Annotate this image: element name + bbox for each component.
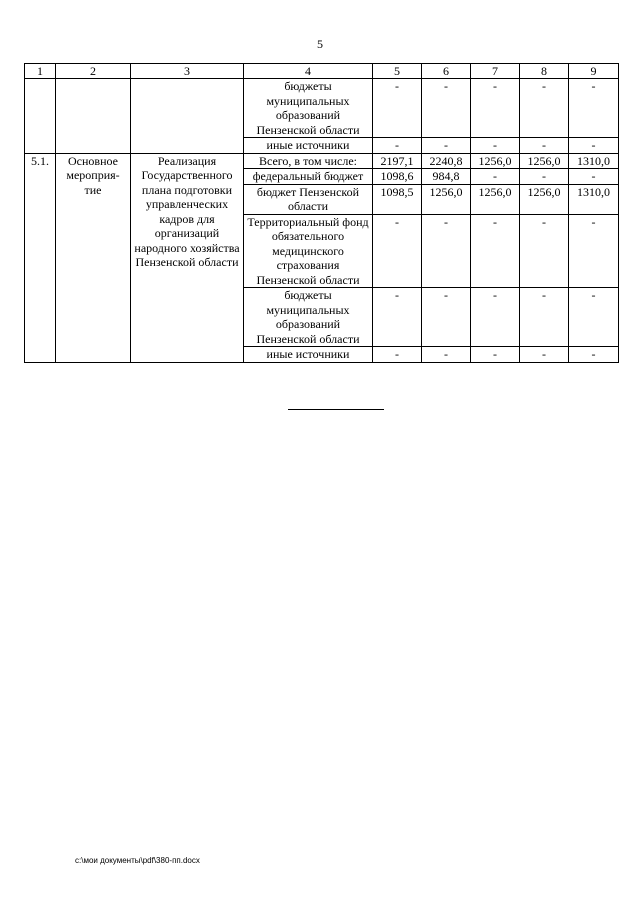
column-header: 4	[244, 64, 373, 79]
value-cell: -	[569, 138, 619, 154]
table-row	[25, 79, 619, 138]
value-cell: -	[520, 288, 569, 347]
value-cell: 1256,0	[520, 153, 569, 169]
funding-source: бюджеты муниципальных образований Пензенской области	[244, 79, 373, 138]
value-cell: -	[422, 138, 471, 154]
funding-source: федеральный бюджет	[244, 169, 373, 185]
value-cell: -	[520, 79, 569, 138]
value-cell: 1256,0	[422, 184, 471, 214]
value-cell: -	[569, 288, 619, 347]
value-cell: -	[569, 214, 619, 288]
value-cell: -	[520, 214, 569, 288]
footer-file-path: c:\мои документы\pdf\380-пп.docx	[75, 856, 200, 865]
value-cell: -	[471, 79, 520, 138]
value-cell: 1310,0	[569, 153, 619, 169]
item-description: Реализация Государственного плана подготовки управленческих кадров для организаций народного хозяйства Пензенской области	[131, 153, 244, 362]
value-cell: -	[471, 288, 520, 347]
item-number: 5.1.	[25, 153, 56, 362]
funding-source: иные источники	[244, 347, 373, 363]
value-cell: -	[471, 138, 520, 154]
value-cell: -	[569, 79, 619, 138]
value-cell: 1310,0	[569, 184, 619, 214]
column-header: 5	[373, 64, 422, 79]
value-cell: -	[471, 347, 520, 363]
value-cell: 1256,0	[520, 184, 569, 214]
value-cell: -	[422, 347, 471, 363]
funding-source: бюджет Пензенской области	[244, 184, 373, 214]
value-cell: 2197,1	[373, 153, 422, 169]
column-header: 8	[520, 64, 569, 79]
value-cell: -	[373, 288, 422, 347]
value-cell: 1098,5	[373, 184, 422, 214]
column-header: 6	[422, 64, 471, 79]
value-cell: -	[373, 214, 422, 288]
value-cell: -	[373, 79, 422, 138]
value-cell: 984,8	[422, 169, 471, 185]
empty-cell	[131, 79, 244, 154]
value-cell: -	[520, 169, 569, 185]
value-cell: 2240,8	[422, 153, 471, 169]
funding-source: Всего, в том числе:	[244, 153, 373, 169]
value-cell: -	[422, 214, 471, 288]
column-header: 1	[25, 64, 56, 79]
value-cell: -	[422, 79, 471, 138]
column-header: 3	[131, 64, 244, 79]
table-row	[25, 153, 619, 169]
value-cell: -	[373, 347, 422, 363]
column-header: 9	[569, 64, 619, 79]
empty-cell	[25, 79, 56, 154]
column-header: 7	[471, 64, 520, 79]
empty-cell	[56, 79, 131, 154]
item-type: Основное мероприя-тие	[56, 153, 131, 362]
funding-source: бюджеты муниципальных образований Пензенской области	[244, 288, 373, 347]
value-cell: -	[520, 138, 569, 154]
table-header-row	[25, 64, 619, 79]
column-header: 2	[56, 64, 131, 79]
value-cell: -	[471, 169, 520, 185]
value-cell: -	[520, 347, 569, 363]
value-cell: 1256,0	[471, 184, 520, 214]
value-cell: -	[471, 214, 520, 288]
value-cell: -	[569, 347, 619, 363]
value-cell: -	[422, 288, 471, 347]
value-cell: 1098,6	[373, 169, 422, 185]
end-divider	[288, 409, 384, 410]
value-cell: -	[373, 138, 422, 154]
budget-table	[24, 63, 619, 363]
value-cell: 1256,0	[471, 153, 520, 169]
funding-source: Территориальный фонд обязательного медицинского страхования Пензенской области	[244, 214, 373, 288]
value-cell: -	[569, 169, 619, 185]
funding-source: иные источники	[244, 138, 373, 154]
page-number: 5	[317, 37, 323, 51]
